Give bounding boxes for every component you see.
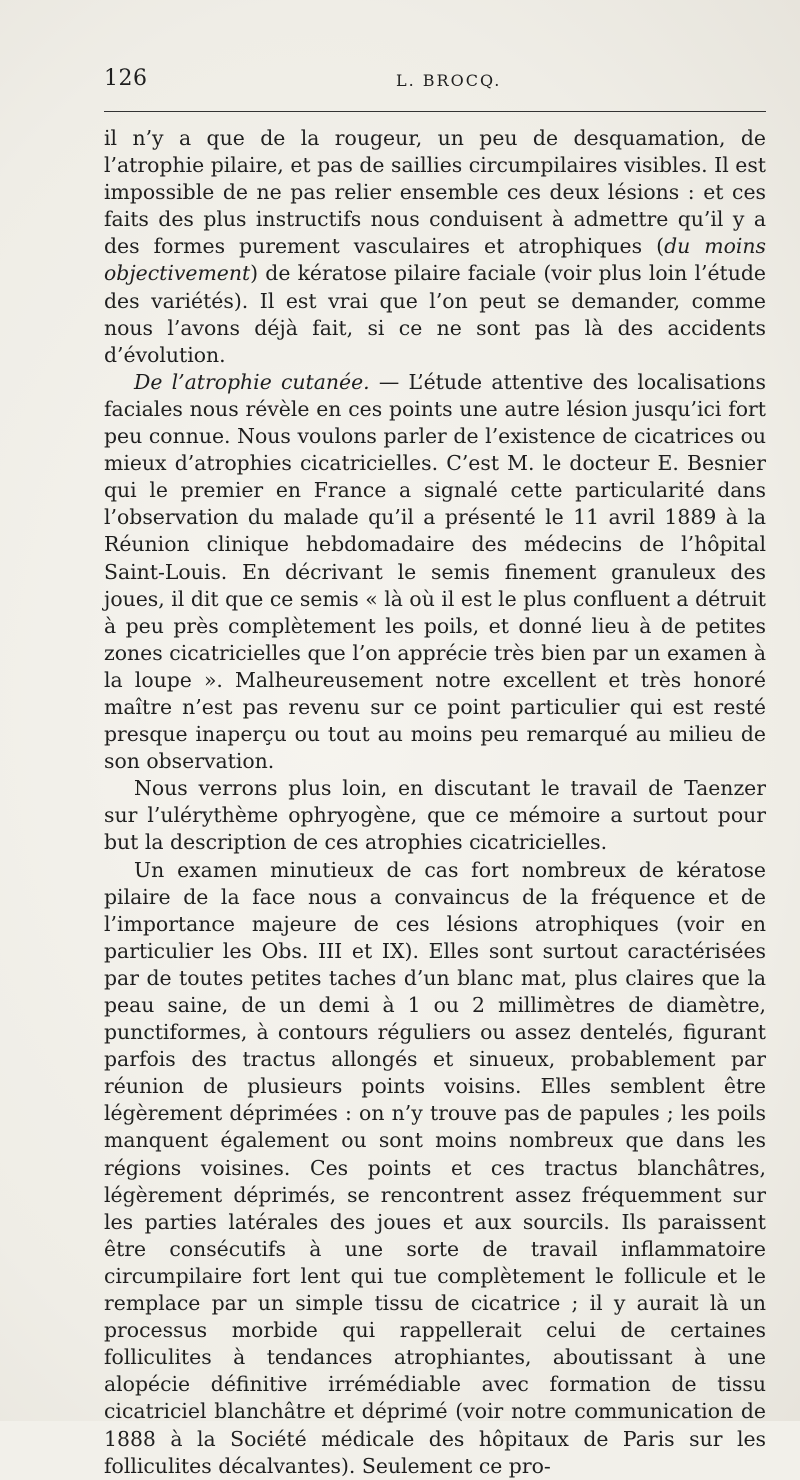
paragraph-2 xyxy=(104,369,766,775)
section-heading: De l’atrophie cutanée. xyxy=(134,369,379,394)
paragraph-1-part-b: ) de kératose pilaire faciale (voir plus loin l’étude des variétés). Il est vrai que l’on peut se demander, comme nous l’avons déjà fait, si ce ne sont pas là des accidents d’évolution. xyxy=(104,261,766,367)
paragraph-4: Un examen minutieux de cas fort nombreux de kératose pilaire de la face nous a convaincus de la fréquence et de l’importance majeure de ces lésions atrophiques (voir en particulier les Obs. III et IX). Elles sont surtout caractérisées par de toutes petites taches d’un blanc mat, plus claires que la peau saine, de un demi à 1 ou 2 millimètres de diamètre, punctiformes, à contours réguliers ou assez dentelés, figurant parfois des tractus allongés et sinueux, probablement par réunion de plusieurs points voisins. Elles semblent être légèrement déprimées : on n’y trouve pas de papules ; les poils manquent également ou sont moins nombreux que dans les régions voisines. Ces points et ces tractus blanchâtres, légèrement déprimés, se rencontrent assez fréquemment sur les parties latérales des joues et aux sourcils. Ils paraissent être consécutifs à une sorte de travail inflammatoire circumpilaire fort lent qui tue complètement le follicule et le remplace par un simple tissu de cicatrice ; il y aurait là un processus morbide qui rappellerait celui de certaines folliculites à tendances atrophiantes, aboutissant à une alopécie définitive irrémédiable avec formation de tissu cicatriciel blanchâtre et déprimé (voir notre communication de 1888 à la Société médicale des hôpitaux de Paris sur les folliculites décalvantes). Seulement ce pro- xyxy=(104,857,766,1478)
body-text xyxy=(104,125,766,1480)
paragraph-2-text: — L’étude attentive des localisations faciales nous révèle en ces points une autre lésion jusqu’ici fort peu connue. Nous voulons parler de l’existence de cicatrices ou mieux d’atrophies cicatricielles. C’est M. le docteur E. Besnier qui le premier en France a signalé cette particularité dans l’observation du malade qu’il a présenté le 11 avril 1889 à la Réunion clinique hebdomadaire des médecins de l’hôpital Saint-Louis. En décrivant le semis finement granuleux des joues, il dit que ce semis « là où il est le plus confluent a détruit à peu près complètement les poils, et donné lieu à de petites zones cicatricielles que l’on apprécie très bien par un examen à la loupe ». Malheureusement notre excellent et très honoré maître n’est pas revenu sur ce point particulier qui est resté presque inaperçu ou tout au moins peu remarqué au milieu de son observation. xyxy=(104,369,766,774)
paragraph-3: Nous verrons plus loin, en discutant le travail de Taenzer sur l’ulérythème ophryogène, que ce mémoire a surtout pour but la description de ces atrophies cicatricielles. xyxy=(104,776,766,855)
page-number: 126 xyxy=(104,66,148,91)
page-header xyxy=(104,66,766,106)
italic-phrase: du moins objectivement xyxy=(104,234,766,286)
header-rule xyxy=(104,111,766,112)
paragraph-1 xyxy=(104,125,766,369)
paragraph-1-part-a: il n’y a que de la rougeur, un peu de desquamation, de l’atrophie pilaire, et pas de saillies circumpilaires visibles. Il est impossible de ne pas relier ensemble ces deux lésions : et ces faits des plus instructifs nous conduisent à admettre qu’il y a des formes purement vasculaires et atrophiques ( xyxy=(104,126,766,259)
running-head: L. BROCQ. xyxy=(396,71,502,90)
